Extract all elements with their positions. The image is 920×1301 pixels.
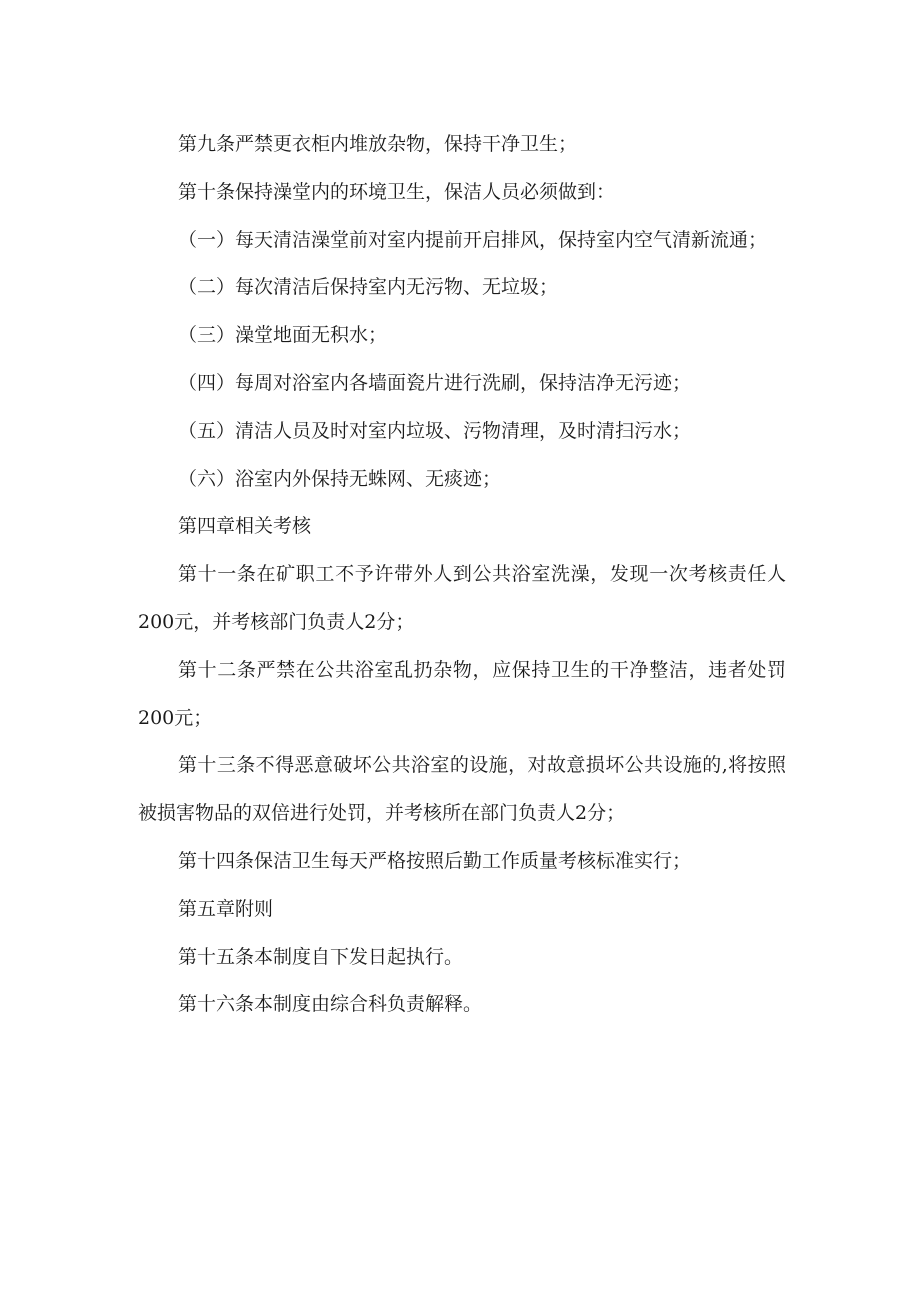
article-10-item-5: （五）清洁人员及时对室内垃圾、污物清理，及时清扫污水； — [178, 419, 692, 442]
article-9-paragraph: 第九条严禁更衣柜内堆放杂物，保持干净卫生； — [178, 133, 578, 155]
article-10-paragraph: 第十条保持澡堂内的环境卫生，保洁人员必须做到： — [178, 180, 616, 203]
article-13-paragraph: 第十三条不得恶意破坏公共浴室的设施，对故意损坏公共设施的,将按照被损害物品的双倍进行处罚，并考核所在部门负责人2分； — [138, 754, 786, 825]
article-15-paragraph: 第十五条本制度自下发日起执行。 — [178, 945, 464, 968]
article-10-item-2: （二）每次清洁后保持室内无污物、无垃圾； — [178, 276, 559, 299]
article-14-paragraph: 第十四条保洁卫生每天严格按照后勤工作质量考核标准实行； — [178, 849, 692, 872]
article-10-item-6: （六）浴室内外保持无蛛网、无痰迹； — [178, 467, 502, 490]
article-11-paragraph: 第十一条在矿职工不予许带外人到公共浴室洗澡，发现一次考核责任人200元，并考核部门负责人2分； — [138, 563, 786, 633]
chapter-4-heading: 第四章相关考核 — [178, 515, 312, 538]
chapter-5-heading: 第五章附则 — [178, 897, 274, 920]
article-12-paragraph: 第十二条严禁在公共浴室乱扔杂物，应保持卫生的干净整洁，违者处罚200元； — [138, 658, 786, 729]
article-10-item-1: （一）每天清洁澡堂前对室内提前开启排风，保持室内空气清新流通； — [178, 228, 768, 251]
document-body — [138, 121, 786, 1029]
article-10-item-3: （三）澡堂地面无积水； — [178, 324, 388, 347]
article-10-item-4: （四）每周对浴室内各墙面瓷片进行洗刷，保持洁净无污迹； — [178, 371, 692, 394]
article-16-paragraph: 第十六条本制度由综合科负责解释。 — [178, 993, 483, 1016]
